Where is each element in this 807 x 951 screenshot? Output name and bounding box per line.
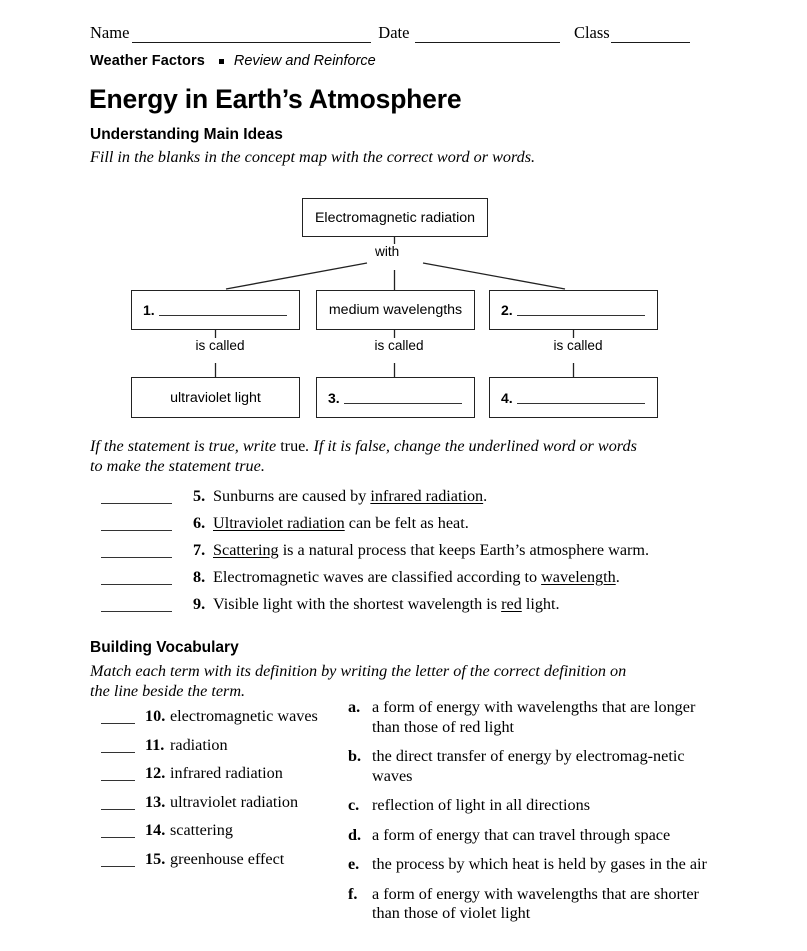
term-number-12: 12. [145, 764, 166, 782]
date-label: Date [378, 23, 410, 42]
answer-blank-5[interactable] [101, 503, 172, 504]
answer-blank-10[interactable] [101, 723, 135, 724]
concept-blank-1[interactable] [159, 304, 287, 316]
true-false-item [0, 595, 807, 622]
class-label: Class [573, 23, 610, 42]
term-text-12: infrared radiation [170, 764, 283, 782]
student-info-row [90, 21, 690, 43]
definition-row [348, 747, 708, 786]
item-number-7: 7. [193, 541, 206, 559]
vocabulary-term-row [0, 736, 340, 765]
definition-row [348, 885, 708, 924]
tf-instruction-part2: . If it is false, change the underlined word or words [305, 437, 637, 455]
true-false-item [0, 568, 807, 595]
concept-box-number-2: 2. [501, 302, 513, 318]
true-false-item [0, 541, 807, 568]
definition-row [348, 698, 708, 737]
term-text-13: ultraviolet radiation [170, 792, 299, 811]
answer-blank-14[interactable] [101, 837, 135, 838]
worksheet-subtitle [90, 53, 376, 69]
concept-box-medium-wavelengths [316, 290, 475, 330]
definition-text-a: a form of energy with wavelengths that are longer than those of red light [372, 698, 696, 736]
underlined-term-7: Scattering [213, 541, 279, 559]
concept-blank-2[interactable] [517, 304, 645, 316]
term-number-10: 10. [145, 707, 166, 725]
answer-blank-15[interactable] [101, 866, 135, 867]
definition-letter-e: e. [348, 855, 360, 873]
concept-box-answer-1[interactable] [131, 290, 300, 330]
tf-instruction-part1: If the statement is true, write [90, 437, 281, 455]
term-text-14: scattering [170, 821, 233, 839]
vocabulary-instruction-line1: Match each term with its definition by writing the letter of the correct definition on [90, 662, 627, 680]
true-false-list [0, 487, 807, 622]
vocabulary-term-row [0, 764, 340, 793]
definition-row [348, 855, 708, 875]
definition-text-f: a form of energy with wavelengths that are shorter than those of violet light [372, 884, 699, 922]
item-text-7: Scattering is a natural process that keeps Earth’s atmosphere warm. [213, 541, 650, 559]
item-number-5: 5. [193, 487, 206, 505]
underlined-term-5: infrared radiation [370, 487, 484, 505]
term-number-14: 14. [145, 821, 166, 839]
concept-map [0, 188, 807, 430]
true-false-item [0, 514, 807, 541]
definition-letter-c: c. [348, 796, 360, 814]
underlined-term-8: wavelength [541, 568, 616, 586]
concept-box-answer-4[interactable] [489, 377, 658, 418]
name-blank[interactable] [132, 29, 371, 43]
vocabulary-term-row [0, 793, 340, 822]
date-blank[interactable] [415, 29, 559, 43]
answer-blank-8[interactable] [101, 584, 172, 585]
item-text-9: Visible light with the shortest wavelength is red light. [213, 595, 560, 613]
concept-box-answer-3[interactable] [316, 377, 475, 418]
term-text-15: greenhouse effect [170, 849, 285, 868]
concept-box-root [302, 198, 488, 237]
bullet-separator-icon [219, 59, 224, 64]
concept-box-medium-label: medium wavelengths [328, 302, 463, 318]
concept-box-ultraviolet-label: ultraviolet light [170, 389, 261, 406]
page-title: Energy in Earth’s Atmosphere [89, 84, 462, 114]
concept-box-number-3: 3. [328, 389, 340, 406]
term-text-10: electromagnetic waves [170, 707, 318, 725]
term-text-11: radiation [170, 735, 228, 754]
vocabulary-definition-list [348, 698, 708, 934]
definition-text-d: a form of energy that can travel through space [372, 825, 671, 844]
name-label: Name [90, 23, 130, 42]
main-ideas-instruction: Fill in the blanks in the concept map with the correct word or words. [90, 148, 536, 166]
vocabulary-term-row [0, 850, 340, 879]
answer-blank-13[interactable] [101, 809, 135, 810]
definition-text-e: the process by which heat is held by gases in the air [372, 855, 707, 873]
class-blank[interactable] [611, 29, 690, 43]
connector-label-is-called-left: is called [186, 338, 254, 353]
item-number-9: 9. [193, 595, 206, 613]
answer-blank-9[interactable] [101, 611, 172, 612]
item-number-6: 6. [193, 514, 206, 532]
definition-text-c: reflection of light in all directions [372, 796, 591, 814]
vocabulary-instruction [90, 661, 650, 701]
tf-instruction-true-word: true [280, 437, 306, 455]
concept-blank-3[interactable] [344, 392, 462, 404]
item-text-8: Electromagnetic waves are classified according to wavelength. [213, 568, 620, 586]
definition-letter-d: d. [348, 825, 362, 844]
worksheet-type: Review and Reinforce [233, 53, 376, 69]
true-false-item [0, 487, 807, 514]
definition-letter-b: b. [348, 747, 362, 765]
definition-row [348, 826, 708, 846]
connector-label-is-called-middle: is called [365, 338, 433, 353]
definition-letter-a: a. [348, 698, 361, 716]
item-number-8: 8. [193, 568, 206, 586]
term-number-15: 15. [145, 849, 166, 868]
answer-blank-11[interactable] [101, 752, 135, 753]
concept-box-number-1: 1. [143, 302, 155, 318]
item-text-6: Ultraviolet radiation can be felt as heat. [213, 514, 469, 532]
vocabulary-instruction-line2: the line beside the term. [90, 682, 246, 700]
true-false-instruction [90, 436, 680, 476]
section-heading-vocabulary: Building Vocabulary [90, 639, 239, 656]
answer-blank-12[interactable] [101, 780, 135, 781]
underlined-term-9: red [501, 595, 522, 613]
vocabulary-term-row [0, 707, 340, 736]
definition-row [348, 796, 708, 816]
concept-box-ultraviolet-light [131, 377, 300, 418]
answer-blank-6[interactable] [101, 530, 172, 531]
vocabulary-term-row [0, 821, 340, 850]
vocabulary-term-list [0, 707, 340, 878]
definition-letter-f: f. [348, 884, 358, 903]
concept-box-root-label: Electromagnetic radiation [314, 209, 476, 226]
term-number-11: 11. [145, 735, 165, 754]
underlined-term-6: Ultraviolet radiation [213, 514, 345, 532]
connector-label-is-called-right: is called [544, 338, 612, 353]
item-text-5: Sunburns are caused by infrared radiation. [213, 487, 488, 505]
unit-name: Weather Factors [90, 53, 205, 69]
term-number-13: 13. [145, 792, 166, 811]
answer-blank-7[interactable] [101, 557, 172, 558]
definition-text-b: the direct transfer of energy by electromag-netic waves [372, 747, 685, 785]
concept-box-number-4: 4. [501, 389, 513, 406]
connector-label-with: with [371, 244, 403, 259]
tf-instruction-part3: to make the statement true. [90, 457, 265, 475]
concept-box-answer-2[interactable] [489, 290, 658, 330]
section-heading-main-ideas: Understanding Main Ideas [90, 126, 283, 143]
concept-blank-4[interactable] [517, 392, 645, 404]
